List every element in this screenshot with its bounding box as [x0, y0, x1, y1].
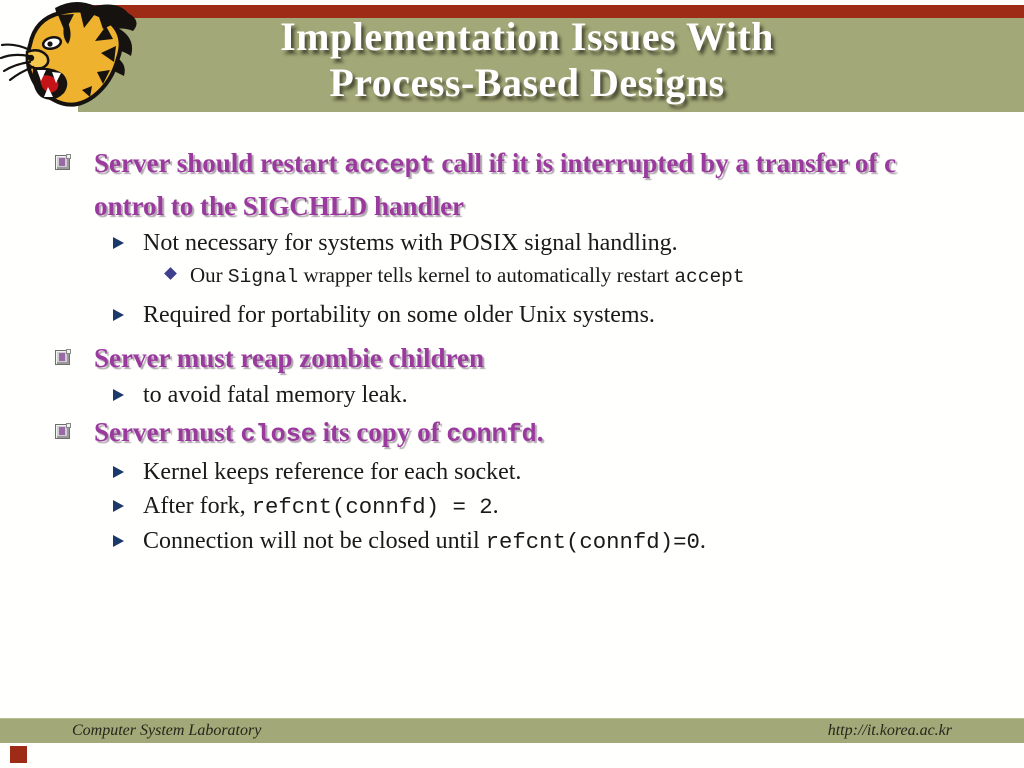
bullet-item	[113, 455, 1024, 489]
bullet-item	[55, 143, 1024, 226]
bullet-text: Server should restart accept call if it is interrupted by a transfer of c ontrol to the SIGCHLD handler	[94, 148, 897, 221]
arrow-bullet-icon	[113, 500, 124, 512]
arrow-bullet-icon	[113, 535, 124, 547]
bullet-text: Our Signal wrapper tells kernel to automatically restart accept	[190, 263, 745, 288]
bullet-list	[0, 112, 1024, 559]
bullet-item	[55, 338, 1024, 378]
slide-title	[0, 14, 1024, 106]
bullet-item	[166, 260, 1024, 292]
bullet-item	[113, 298, 1024, 332]
tiger-logo	[0, 0, 150, 118]
picture-bullet-icon	[55, 350, 70, 365]
picture-bullet-icon	[55, 155, 70, 170]
bullet-item	[55, 412, 1024, 455]
bullet-text: Server must reap zombie children	[94, 343, 484, 373]
bullet-text: After fork, refcnt(connfd) = 2.	[143, 493, 499, 520]
bullet-text: Not necessary for systems with POSIX signal handling.	[143, 230, 678, 256]
bullet-item	[113, 226, 1024, 260]
bullet-text: Required for portability on some older Unix systems.	[143, 302, 655, 328]
arrow-bullet-icon	[113, 466, 124, 478]
bullet-item	[113, 378, 1024, 412]
footer-bar	[0, 718, 1024, 743]
slide-body	[0, 112, 1024, 559]
bullet-text: Kernel keeps reference for each socket.	[143, 459, 522, 485]
bullet-text: Connection will not be closed until refcnt(connfd)=0.	[143, 528, 706, 555]
slide-title-line2: Process-Based Designs	[329, 60, 725, 105]
bullet-item	[113, 489, 1024, 524]
diamond-bullet-icon	[164, 267, 177, 280]
arrow-bullet-icon	[113, 309, 124, 321]
bullet-text: to avoid fatal memory leak.	[143, 382, 408, 408]
picture-bullet-icon	[55, 424, 70, 439]
corner-accent-square	[10, 746, 27, 763]
arrow-bullet-icon	[113, 389, 124, 401]
footer-left-text: Computer System Laboratory	[72, 722, 262, 739]
bullet-item	[113, 524, 1024, 559]
slide-title-line1: Implementation Issues With	[280, 14, 774, 59]
bullet-text: Server must close its copy of connfd.	[94, 417, 544, 449]
footer-right-text: http://it.korea.ac.kr	[827, 722, 952, 739]
arrow-bullet-icon	[113, 237, 124, 249]
